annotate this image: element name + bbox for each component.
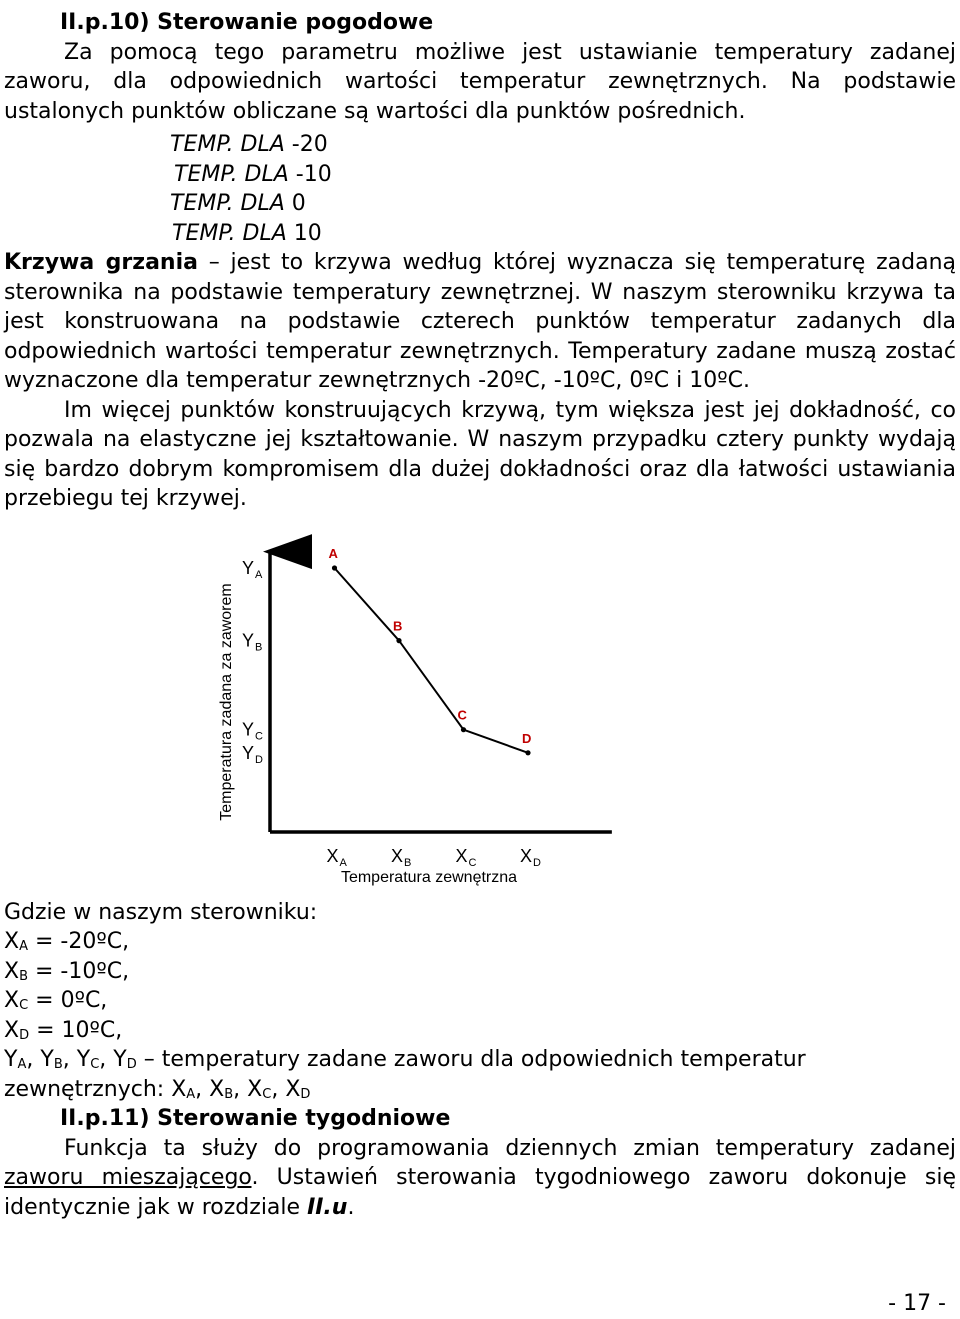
curve-paragraph — [4, 248, 956, 396]
mixing-valve-link[interactable]: zaworu mieszającego — [4, 1165, 252, 1190]
x-tick-label: $X_B$ — [391, 845, 412, 869]
point-a — [332, 565, 337, 570]
temp-item: TEMP. DLA 0 — [170, 191, 306, 216]
y-tick-label: $Y_D$ — [242, 742, 263, 766]
curve-text: – jest to krzywa według której wyznacza się temperaturę zadaną sterownika na podstawie temperatury zewnętrznej. W naszym sterowniku krzywa ta jest konstruowana na podstawie czterech punktów temperatur zadanych dla odpowiednich wartości temperatur zewnętrznych. Temperatury zadane muszą zostać wyznaczone dla temperatur zewnętrznych -20ºC, -10ºC, 0ºC i 10ºC. — [4, 250, 957, 393]
curve-line — [335, 568, 532, 753]
x-tick-label: $X_A$ — [326, 845, 347, 869]
y-definition: $Y_A$, $Y_B$, $Y_C$, $Y_D$ – temperatury zadane zaworu dla odpowiednich temperatur zewnętrznych: $X_A$, $X_B$, $X_C$, $X_D$ — [4, 1047, 806, 1102]
document-page — [4, 8, 956, 1222]
definitions — [4, 898, 956, 1105]
chart-axes — [270, 551, 612, 831]
definitions-intro: Gdzie w naszym sterowniku: — [4, 899, 318, 925]
weekly-paragraph: Funkcja ta służy do programowania dziennych zmian temperatury zadanej zaworu mieszającego. Ustawień sterowania tygodniowego zaworu dokonuje się identycznie jak w rozdziale II.u. — [4, 1135, 957, 1220]
definition-item: $X_C$ = 0ºC, — [4, 988, 108, 1013]
chapter-reference: II.u — [307, 1194, 348, 1220]
temp-item: TEMP. DLA -10 — [174, 161, 332, 187]
definition-item: $X_A$ = -20ºC, — [4, 929, 130, 954]
section-heading-weather: II.p.10) Sterowanie pogodowe — [60, 10, 434, 35]
point-label-d: D — [522, 730, 532, 746]
section-heading-weekly: II.p.11) Sterowanie tygodniowe — [60, 1106, 451, 1131]
y-tick-label: $Y_B$ — [242, 630, 263, 654]
point-b — [396, 638, 401, 643]
heating-curve-svg — [4, 528, 956, 898]
curve-term: Krzywa grzania — [4, 250, 198, 275]
y-tick-label: $Y_A$ — [242, 557, 263, 581]
y-tick-label: $Y_C$ — [242, 719, 263, 743]
point-label-a: A — [328, 545, 338, 561]
x-tick-label: $X_C$ — [455, 845, 477, 869]
point-label-b: B — [393, 618, 403, 634]
point-c — [461, 727, 466, 732]
x-axis-label: Temperatura zewnętrzna — [340, 868, 518, 886]
y-axis-label: Temperatura zadana za zaworem — [218, 582, 235, 821]
point-d — [525, 750, 530, 755]
temp-item: TEMP. DLA 10 — [172, 220, 322, 246]
definition-item: $X_B$ = -10ºC, — [4, 958, 130, 984]
heating-curve-chart — [4, 528, 956, 898]
accuracy-paragraph: Im więcej punktów konstruujących krzywą, tym większa jest jej dokładność, co pozwala na elastyczne jej kształtowanie. W naszym przypadku cztery punkty wydają się bardzo dobrym kompromisem dla dużej dokładności oraz dla łatwości ustawiania przebiegu tej krzywej. — [4, 397, 956, 511]
temp-item: TEMP. DLA -20 — [170, 132, 328, 157]
temp-list — [4, 130, 956, 248]
page-number: - 17 - — [888, 1291, 946, 1316]
x-tick-label: $X_D$ — [520, 845, 541, 869]
point-label-c: C — [457, 707, 467, 723]
definition-item: $X_D$ = 10ºC, — [4, 1017, 123, 1043]
intro-paragraph: Za pomocą tego parametru możliwe jest ustawianie temperatury zadanej zaworu, dla odpowiednich wartości temperatur zewnętrznych. Na podstawie ustalonych punktów obliczane są wartości dla punktów pośrednich. — [4, 39, 956, 124]
chart-marks — [218, 546, 541, 886]
